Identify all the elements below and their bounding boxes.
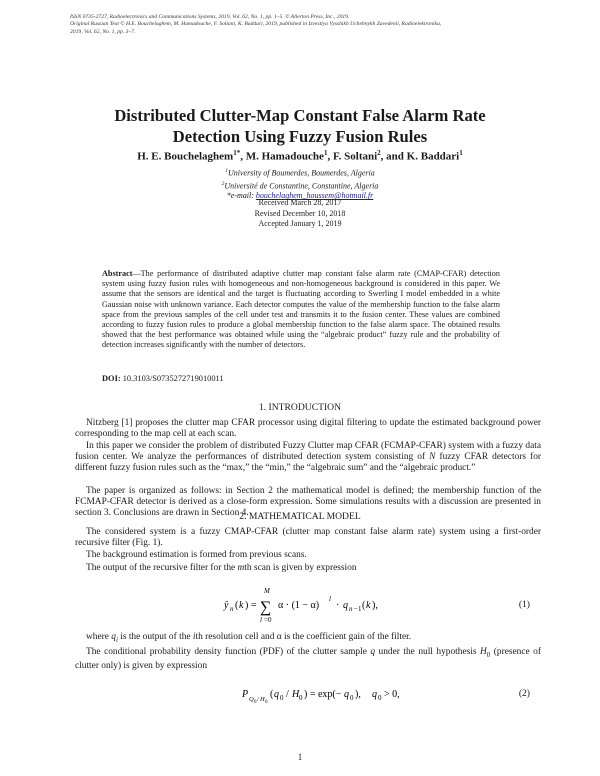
svg-text:),: ), bbox=[355, 689, 361, 700]
accepted-date: Accepted January 1, 2019 bbox=[258, 219, 342, 228]
affiliations bbox=[60, 166, 540, 201]
email-label: *e-mail: bbox=[226, 191, 256, 201]
model-paragraph-3-text-b: th scan is given by expression bbox=[244, 563, 357, 573]
title-line-2: Detection Using Fuzzy Fusion Rules bbox=[172, 127, 428, 146]
svg-text:(: ( bbox=[362, 600, 366, 611]
author-separator: , bbox=[240, 150, 246, 163]
doi-line bbox=[102, 374, 224, 383]
variable-q: q bbox=[370, 647, 376, 657]
author-2-affiliation: 1 bbox=[323, 149, 328, 157]
variable-N: N bbox=[429, 452, 436, 463]
model-paragraph-5-text-b: under the null hypothesis bbox=[375, 647, 480, 657]
svg-text:∑: ∑ bbox=[260, 599, 272, 616]
affiliation-1-number: 1 bbox=[225, 168, 228, 174]
model-paragraph-1 bbox=[75, 527, 541, 549]
svg-text:) = exp(−: ) = exp(− bbox=[304, 689, 342, 700]
equation-2-number: (2) bbox=[518, 688, 530, 699]
svg-text:0: 0 bbox=[265, 700, 268, 705]
svg-text:0: 0 bbox=[280, 694, 284, 702]
author-separator: , bbox=[327, 150, 333, 163]
svg-text:q: q bbox=[274, 689, 279, 700]
variable-i: i bbox=[192, 632, 196, 642]
svg-text:H: H bbox=[260, 696, 265, 703]
equation-1 bbox=[220, 584, 420, 624]
svg-text:0: 0 bbox=[378, 694, 382, 702]
author-1-affiliation: 1* bbox=[233, 149, 241, 157]
model-paragraph-4 bbox=[75, 632, 541, 646]
manuscript-dates bbox=[60, 198, 540, 230]
author-3: F. Soltani bbox=[332, 150, 378, 163]
section-heading-introduction: 1. INTRODUCTION bbox=[258, 402, 342, 413]
svg-text:P: P bbox=[242, 689, 249, 700]
svg-text:q: q bbox=[372, 689, 377, 700]
abstract-text: —The performance of distributed adaptive clutter map constant false alarm rate (CMAP-CFAR) detection system using fuzzy fusion rules with homogeneous and non-homogeneous background is considered in this paper. We assume that the sensors are identical and the target is fluctuating according to Swerling I model embedded in a white Gaussian noise with unknown variance. Each detector computes the value of the membership function to the false alarm space from the previous samples of the cell under test and transmits it to the fusion center. These values are combined according to fuzzy fusion rules to produce a global membership function to the false alarm space. The obtained results showed that the best performance was obtained while using the “algebraic product” fuzzy rule and the probability of detection increases significantly with the number of detectors. bbox=[102, 269, 500, 350]
model-paragraph-4-text-a: where bbox=[86, 632, 112, 642]
svg-text:) =: ) = bbox=[245, 600, 257, 611]
svg-text:=0: =0 bbox=[264, 616, 272, 624]
equation-2 bbox=[240, 682, 440, 708]
intro-paragraph-2-text-a: In this paper we consider the problem of distributed Fuzzy Clutter map CFAR (FCMAP-CFAR) system with a fuzzy data fusion center. We analyze the performances of distributed detection system consisting of bbox=[75, 441, 541, 463]
svg-text:/: / bbox=[286, 689, 289, 700]
model-paragraph-4-text-b: is the output of the bbox=[117, 632, 193, 642]
svg-text:H: H bbox=[292, 689, 300, 700]
page-number: 1 bbox=[297, 752, 303, 762]
svg-text:),: ), bbox=[372, 600, 378, 611]
svg-text:n: n bbox=[230, 605, 234, 613]
affiliation-2-number: 2 bbox=[221, 180, 225, 187]
svg-text:α · (1 − α): α · (1 − α) bbox=[278, 600, 320, 611]
author-4: K. Baddari bbox=[406, 150, 460, 163]
received-date: Received March 28, 2017 bbox=[258, 198, 342, 207]
header-line-1: ISSN 0735-2727, Radioelectronics and Communications Systems, 2019, Vol. 62, No. 1, pp. 1–5. © Allerton Press, Inc., 2019. bbox=[70, 14, 350, 20]
author-3-affiliation: 2 bbox=[377, 149, 381, 157]
model-paragraph-4-text-c: th resolution cell and α is the coefficient gain of the filter. bbox=[195, 632, 412, 642]
journal-header bbox=[70, 14, 540, 36]
paper-title bbox=[60, 105, 540, 147]
equation-1-number: (1) bbox=[518, 599, 530, 610]
svg-text:q: q bbox=[343, 600, 348, 611]
variable-q: q bbox=[111, 632, 116, 642]
title-line-1: Distributed Clutter-Map Constant False Alarm Rate bbox=[114, 106, 486, 125]
svg-text:q: q bbox=[344, 689, 349, 700]
model-paragraph-5 bbox=[75, 647, 541, 672]
svg-text:ŷ: ŷ bbox=[224, 600, 229, 611]
intro-paragraph-1-text: Nitzberg [1] proposes the clutter map CFAR processor using digital filtering to update the estimated background power corresponding to the map cell at each scan. bbox=[75, 418, 541, 440]
author-1: H. E. Bouchelaghem bbox=[137, 150, 234, 163]
variable-H: H bbox=[480, 647, 487, 657]
author-4-affiliation: 1 bbox=[459, 149, 463, 157]
svg-text:0: 0 bbox=[254, 700, 257, 705]
abstract bbox=[102, 269, 500, 351]
model-paragraph-5-text-a: The conditional probability density function (PDF) of the clutter sample bbox=[86, 647, 371, 657]
intro-paragraph-2-text-b: fuzzy CFAR detectors for different fuzzy fusion rules such as the “max,” the “min,” the “algebraic sum” and the “algebraic product.” bbox=[75, 452, 542, 474]
svg-text:l: l bbox=[260, 616, 262, 624]
svg-text:k: k bbox=[239, 600, 244, 611]
intro-paragraph-2 bbox=[75, 441, 541, 475]
svg-text:> 0,: > 0, bbox=[384, 689, 400, 700]
svg-text:(: ( bbox=[270, 689, 274, 700]
svg-text:0: 0 bbox=[299, 694, 303, 702]
affiliation-1-text: University of Boumerdes, Boumerdes, Algeria bbox=[227, 168, 375, 178]
affiliation-1 bbox=[60, 166, 540, 179]
svg-text:M: M bbox=[264, 587, 270, 595]
header-line-3: 2019, Vol. 62, No. 1, pp. 3–7. bbox=[70, 28, 136, 35]
email-link[interactable]: bouchelaghem_houssem@hotmail.fr bbox=[255, 191, 374, 201]
model-paragraph-1-text: The considered system is a fuzzy CMAP-CFAR (clutter map constant false alarm rate) system using a first-order recursive filter (Fig. 1). bbox=[75, 527, 541, 549]
intro-paragraph-3-text: The paper is organized as follows: in Section 2 the mathematical model is defined; the membership function of the FCMAP-CFAR detector is derived as a close-form expression. Some simulations results with a discussion are presented in section 3. Conclusions are drawn in Section 4. bbox=[75, 486, 541, 519]
doi-label: DOI: bbox=[102, 374, 121, 383]
affiliation-2-text: Université de Constantine, Constantine, Algeria bbox=[224, 181, 379, 191]
model-paragraph-3 bbox=[75, 563, 541, 574]
revised-date: Revised December 10, 2018 bbox=[254, 208, 346, 218]
svg-text:·: · bbox=[336, 600, 340, 611]
abstract-label: Abstract bbox=[102, 269, 133, 278]
doi-value[interactable]: 10.3103/S0735272719010011 bbox=[120, 374, 224, 383]
model-paragraph-3-text-a: The output of the recursive filter for the bbox=[86, 563, 238, 573]
variable-m: m bbox=[237, 563, 245, 573]
svg-text:k: k bbox=[366, 600, 371, 611]
author-list bbox=[60, 149, 540, 163]
subscript-0: 0 bbox=[486, 650, 491, 659]
model-paragraph-5-text-c: (presence of clutter only) is given by expression bbox=[75, 647, 541, 672]
header-line-2: Original Russian Text © H.E. Bouchelaghem, M. Hamadouche, F. Soltani, K. Baddari, 2019, published in Izvestiya Vysshikh Uchebnykh Zavedenii, Radioelektronika, bbox=[70, 21, 442, 28]
svg-text:n: n bbox=[349, 605, 353, 613]
affiliation-2 bbox=[60, 179, 540, 192]
svg-text:Q: Q bbox=[249, 696, 254, 703]
subscript-i: i bbox=[115, 635, 118, 644]
svg-text:l: l bbox=[329, 595, 331, 603]
author-separator: , and bbox=[380, 150, 407, 163]
svg-text:(: ( bbox=[235, 600, 239, 611]
model-paragraph-2 bbox=[75, 550, 541, 561]
svg-text:/: / bbox=[257, 696, 259, 703]
section-heading-mathematical-model: 2. MATHEMATICAL MODEL bbox=[239, 511, 361, 522]
author-2: M. Hamadouche bbox=[245, 150, 324, 163]
svg-text:−1: −1 bbox=[354, 605, 362, 613]
svg-text:0: 0 bbox=[350, 694, 354, 702]
model-paragraph-2-text: The background estimation is formed from previous scans. bbox=[86, 550, 307, 560]
intro-paragraph-1 bbox=[75, 418, 541, 440]
